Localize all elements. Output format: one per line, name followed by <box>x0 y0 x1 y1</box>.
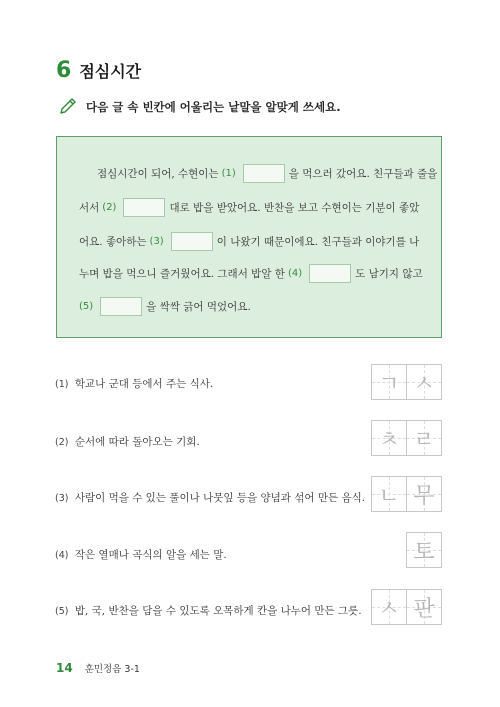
hint-cells-2 <box>372 420 442 456</box>
question-2: (2) 순서에 따라 돌아오는 기회. <box>55 436 200 448</box>
page-footer <box>56 661 140 675</box>
blank-marker: (2) <box>102 202 117 213</box>
blank-marker: (3) <box>149 236 164 247</box>
hint-cell[interactable]: ㄱ <box>371 364 407 400</box>
section-title <box>56 58 141 83</box>
hint-cell[interactable]: ㅊ <box>371 420 407 456</box>
hint-cells-3 <box>372 476 442 512</box>
passage-line-5: (5) 을 싹싹 긁어 먹었어요. <box>79 297 251 316</box>
section-number: 6 <box>56 58 72 83</box>
blank-box[interactable] <box>243 164 285 183</box>
blank-box[interactable] <box>171 232 213 251</box>
hint-cell[interactable]: ㄹ <box>406 420 442 456</box>
passage-line-2: 서서 (2) 대로 밥을 받았어요. 반찬을 보고 수현이는 기분이 좋았 <box>79 198 419 217</box>
hint-cell[interactable]: ㅅ <box>371 589 407 625</box>
instruction-text: 다음 글 속 빈칸에 어울리는 낱말을 알맞게 쓰세요. <box>86 100 341 114</box>
hint-cell[interactable]: ㅅ <box>406 364 442 400</box>
page-title: 점심시간 <box>79 62 142 81</box>
passage-line-4: 누며 밥을 먹으니 즐거웠어요. 그래서 밥알 한 (4) 도 남기지 않고 <box>79 264 423 283</box>
book-title: 훈민정음 3-1 <box>84 664 140 675</box>
blank-box[interactable] <box>309 264 351 283</box>
hint-cell[interactable]: 판 <box>406 589 442 625</box>
instruction <box>58 98 341 116</box>
page-number: 14 <box>56 661 73 675</box>
hint-cell[interactable]: 토 <box>406 532 442 568</box>
question-3: (3) 사람이 먹을 수 있는 풀이나 나뭇잎 등을 양념과 섞어 만든 음식. <box>55 492 366 504</box>
question-1: (1) 학교나 군대 등에서 주는 식사. <box>55 378 214 390</box>
hint-cells-5 <box>372 589 442 625</box>
blank-marker: (1) <box>221 168 236 179</box>
passage-line-1: 점심시간이 되어, 수현이는 (1) 을 먹으러 갔어요. 친구들과 줄을 <box>97 164 437 183</box>
blank-marker: (4) <box>287 268 303 279</box>
blank-marker: (5) <box>79 301 94 312</box>
hint-cells-1 <box>372 364 442 400</box>
question-5: (5) 밥, 국, 반찬을 담을 수 있도록 오목하게 칸을 나누어 만든 그릇. <box>55 605 362 617</box>
blank-box[interactable] <box>123 198 165 217</box>
pencil-icon <box>58 98 78 116</box>
hint-cell[interactable]: 무 <box>406 476 442 512</box>
passage-panel <box>56 136 442 338</box>
hint-cells-4 <box>407 532 442 568</box>
question-4: (4) 작은 열매나 곡식의 알을 세는 말. <box>55 549 227 561</box>
blank-box[interactable] <box>100 297 142 316</box>
hint-cell[interactable]: ㄴ <box>371 476 407 512</box>
passage-line-3: 어요. 좋아하는 (3) 이 나왔기 때문이에요. 친구들과 이야기를 나 <box>79 232 419 251</box>
